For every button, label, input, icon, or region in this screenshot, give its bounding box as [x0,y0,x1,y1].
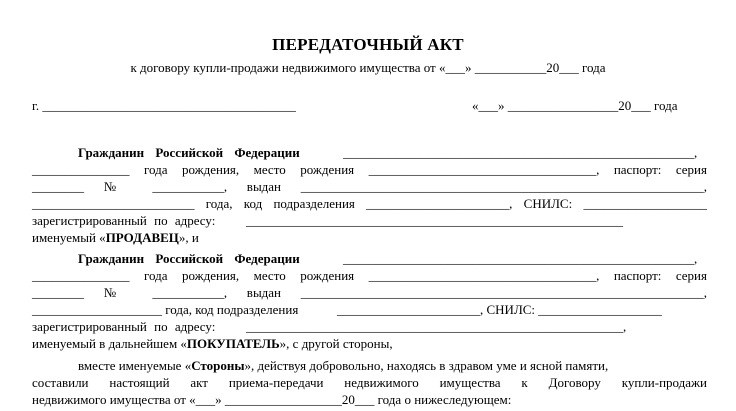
seller-role-line: именуемый «ПРОДАВЕЦ», и [32,230,199,245]
buyer-address-field: __________________________________________________________, [246,319,627,334]
document-title: ПЕРЕДАТОЧНЫЙ АКТ [272,35,464,54]
closing-line-2: составили настоящий акт приема-передачи недвижимого имущества к Договору купли-продажи [32,375,707,390]
buyer-snils-line: ______________________, СНИЛС: ___________________ [337,302,662,317]
closing-line-3: недвижимого имущества от «___» __________________20___ года о нижеследующем: [32,392,512,407]
city-line: г. _______________________________________ [32,98,296,113]
seller-passport-line: ________ № ___________, выдан ______________________________________________________________, [32,179,707,194]
seller-citizen-label: Гражданин Российской Федерации [78,145,300,160]
buyer-birth-line: _______________ года рождения, место рождения ___________________________________, паспорт: серия [32,268,707,283]
buyer-name-field: ______________________________________________________, [343,251,698,266]
seller-code-line: _________________________ года, код подразделения ______________________, СНИЛС: ___________________ [32,196,707,211]
buyer-citizen-label: Гражданин Российской Федерации [78,251,300,266]
document-subtitle: к договору купли-продажи недвижимого имущества от «___» ___________20___ года [130,60,606,75]
closing-line-1: вместе именуемые «Стороны», действуя добровольно, находясь в здравом уме и ясной памяти, [78,358,609,373]
buyer-code-label: ____________________ года, код подразделения [32,302,299,317]
buyer-address-label: зарегистрированный по адресу: [32,319,216,334]
seller-birth-line: _______________ года рождения, место рождения ___________________________________, паспорт: серия [32,162,707,177]
seller-address-label: зарегистрированный по адресу: [32,213,216,228]
seller-name-field: ______________________________________________________, [343,145,698,160]
seller-address-field: __________________________________________________________ [246,213,623,228]
buyer-passport-line: ________ № ___________, выдан ______________________________________________________________, [32,285,707,300]
date-line: «___» _________________20___ года [472,98,678,113]
buyer-role-line: именуемый в дальнейшем «ПОКУПАТЕЛЬ», с другой стороны, [32,336,393,351]
